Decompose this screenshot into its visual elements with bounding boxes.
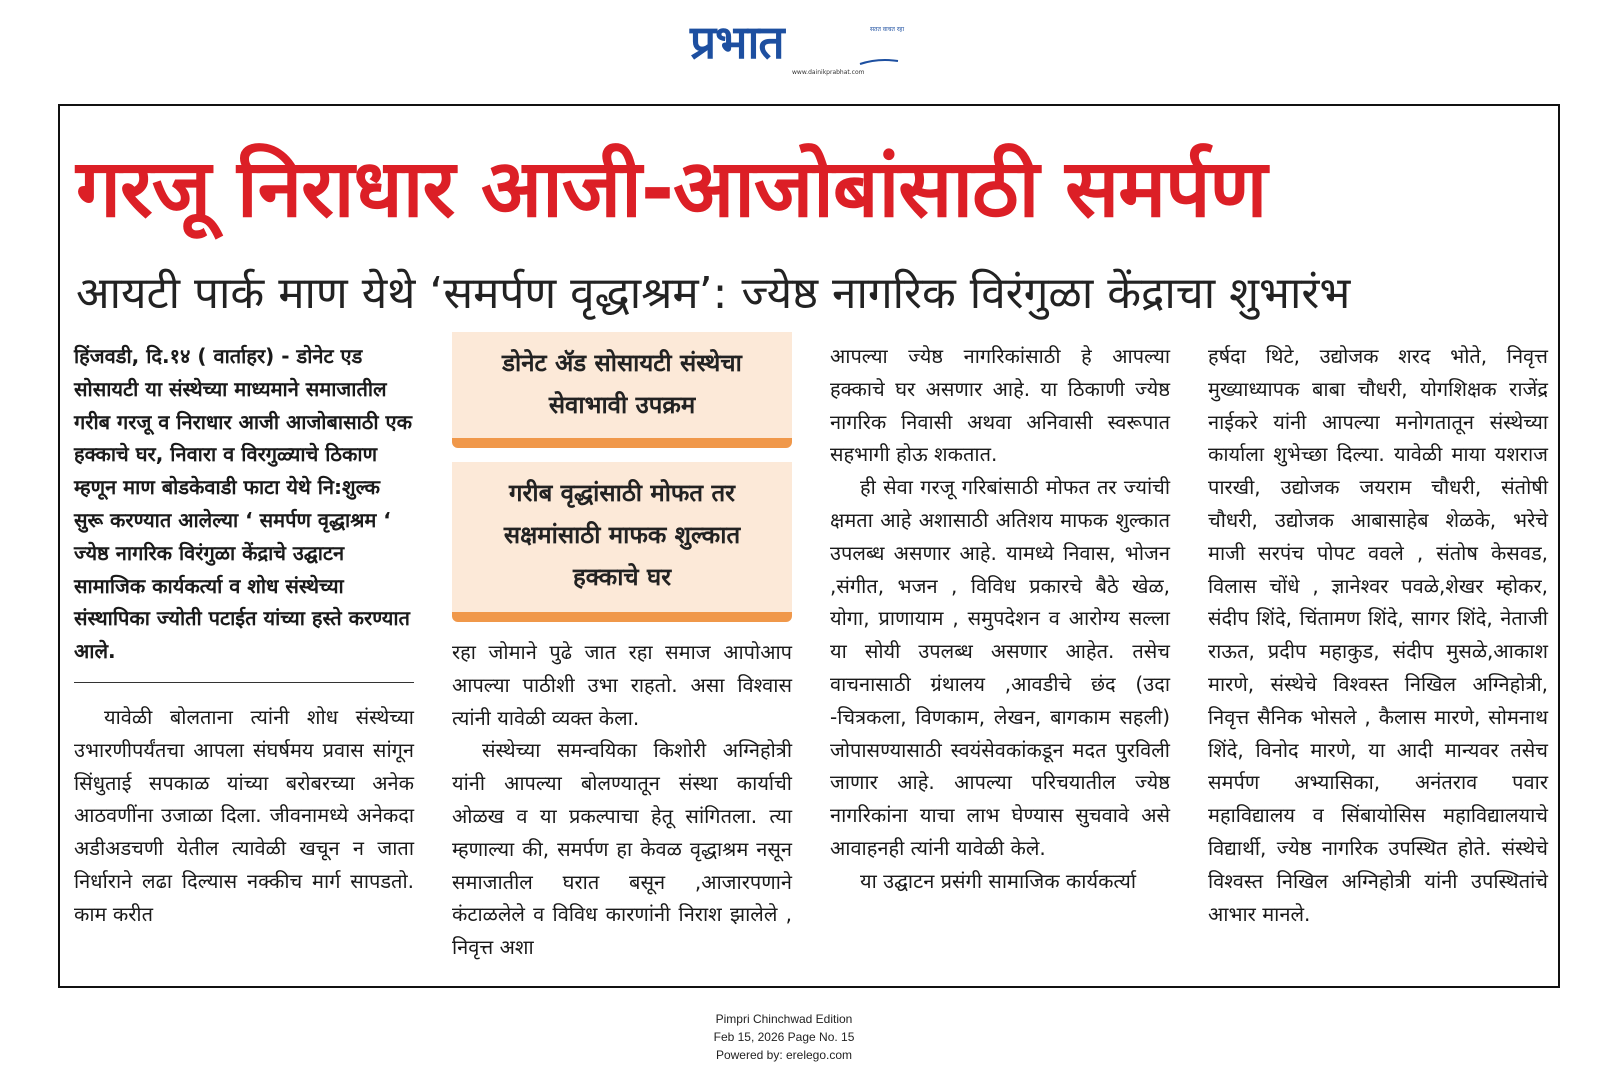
article-headline: गरजू निराधार आजी-आजोबांसाठी समर्पण: [76, 142, 1267, 235]
article-paragraph: रहा जोमाने पुढे जात रहा समाज आपोआप आपल्या पाठीशी उभा राहतो. असा विश्वास त्यांनी यावेळी व्यक्त केला.: [452, 640, 792, 730]
highlight-box-1: [452, 332, 792, 448]
article-subheadline: आयटी पार्क माण येथे ‘समर्पण वृद्धाश्रम’: ज्येष्ठ नागरिक विरंगुळा केंद्राचा शुभारंभ: [76, 268, 1351, 319]
highlight-box-2: [452, 462, 792, 622]
column-divider: [74, 682, 414, 683]
footer-date-page: Feb 15, 2026 Page No. 15: [713, 1030, 855, 1044]
article-paragraph: संस्थेच्या समन्वयिका किशोरी अग्निहोत्री यांनी आपल्या बोलण्यातून संस्था कार्याची ओळख व या प्रकल्पाचा हेतू सांगितला. त्या म्हणाल्या की, समर्पण हा केवळ वृद्धाश्रम नसून समाजातील घरात बसून ,आजारपणाने कंटाळलेले व विविध कारणांनी निराश झालेले , निवृत्त अशा: [452, 738, 792, 960]
logo-wordmark: प्रभात: [690, 15, 784, 69]
logo-tagline: सतत वाचत रहा: [870, 26, 905, 33]
article-column-4: [1208, 340, 1548, 930]
article-paragraph: यावेळी बोलताना त्यांनी शोध संस्थेच्या उभारणीपर्यंतचा आपला संघर्षमय प्रवास सांगून सिंधुताई सपकाळ यांच्या बरोबरच्या अनेक आठवणींना उजाळा दिला. जीवनामध्ये अनेकदा अडीअडचणी येतील त्यावेळी खचून न जाता निर्धाराने लढा दिल्यास नक्कीच मार्ग सापडतो. काम करीत: [74, 704, 414, 926]
article-lead: हिंजवडी, दि.१४ ( वार्ताहर) - डोनेट एड सोसायटी या संस्थेच्या माध्यमाने समाजातील गरीब गरजू व निराधार आजी आजोबासाठी एक हक्काचे घर, निवारा व विरगुळ्याचे ठिकाण म्हणून माण बोडकेवाडी फाटा येथे नि:शुल्क सुरू करण्यात आलेल्या ‘ समर्पण वृद्धाश्रम ‘ ज्येष्ठ नागरिक विरंगुळा केंद्राचे उद्घाटन सामाजिक कार्यकर्त्या व शोध संस्थेच्या संस्थापिका ज्योती पटाईत यांच्या हस्ते करण्यात आले.: [74, 344, 412, 664]
article-frame: [58, 104, 1560, 988]
footer-edition: Pimpri Chinchwad Edition: [715, 1012, 853, 1026]
article-column-1: [74, 340, 414, 931]
article-column-2: [452, 340, 792, 964]
page-footer: [0, 1010, 1568, 1064]
article-paragraph: या उद्घाटन प्रसंगी सामाजिक कार्यकर्त्या: [860, 868, 1137, 893]
highlight-text-2: गरीब वृद्धांसाठी मोफत तर सक्षमांसाठी माफक शुल्कात हक्काचे घर: [503, 479, 741, 591]
logo-url: www.dainikprabhat.com: [792, 69, 865, 76]
footer-powered-by: Powered by: erelego.com: [715, 1048, 853, 1062]
article-paragraph: आपल्या ज्येष्ठ नागरिकांसाठी हे आपल्या हक्काचे घर असणार आहे. या ठिकाणी ज्येष्ठ नागरिक निवासी अथवा अनिवासी स्वरूपात सहभागी होऊ शकतात.: [830, 344, 1170, 467]
highlight-text-1: डोनेट ॲड सोसायटी संस्थेचा सेवाभावी उपक्रम: [502, 349, 742, 419]
article-paragraph: ही सेवा गरजू गरिबांसाठी मोफत तर ज्यांची क्षमता आहे अशासाठी अतिशय माफक शुल्कात उपलब्ध असणार आहे. यामध्ये निवास, भोजन ,संगीत, भजन , विविध प्रकारचे बैठे खेळ, योगा, प्राणायाम , समुपदेशन व आरोग्य सल्ला या सोयी उपलब्ध असणार आहेत. तसेच वाचनासाठी ग्रंथालय ,आवडीचे छंद (उदा -चित्रकला, विणकाम, लेखन, बागकाम सहली) जोपासण्यासाठी स्वयंसेवकांकडून मदत पुरविली जाणार आहे. आपल्या परिचयातील ज्येष्ठ नागरिकांना याचा लाभ घेण्यास सुचवावे असे आवाहनही त्यांनी यावेळी केले.: [830, 475, 1170, 860]
logo-swoosh-icon: [858, 58, 900, 66]
masthead-logo: [690, 14, 910, 80]
article-paragraph: हर्षदा थिटे, उद्योजक शरद भोते, निवृत्त मुख्याध्यापक बाबा चौधरी, योगशिक्षक राजेंद्र नाईकरे यांनी आपल्या मनोगतातून संस्थेच्या कार्याला शुभेच्छा दिल्या. यावेळी माया यशराज पारखी, उद्योजक जयराम चौधरी, संतोषी चौधरी, उद्योजक आबासाहेब शेळके, भरेचे माजी सरपंच पोपट ववले , संतोष केसवड, विलास चोंधे , ज्ञानेश्वर पवळे,शेखर म्होकर, संदीप शिंदे, चिंतामण शिंदे, सागर शिंदे, नेताजी राऊत, प्रदीप महाकुड, संदीप मुसळे,आकाश मारणे, संस्थेचे विश्वस्त निखिल अग्निहोत्री, निवृत्त सैनिक भोसले , कैलास मारणे, सोमनाथ शिंदे, विनोद मारणे, या आदी मान्यवर तसेच समर्पण अभ्यासिका, अनंतराव पवार महाविद्यालय व सिंबायोसिस महाविद्यालयाचे विद्यार्थी, ज्येष्ठ नागरिक उपस्थित होते. संस्थेचे विश्वस्त निखिल अग्निहोत्री यांनी उपस्थितांचे आभार मानले.: [1208, 344, 1548, 926]
article-column-3: [830, 340, 1170, 898]
